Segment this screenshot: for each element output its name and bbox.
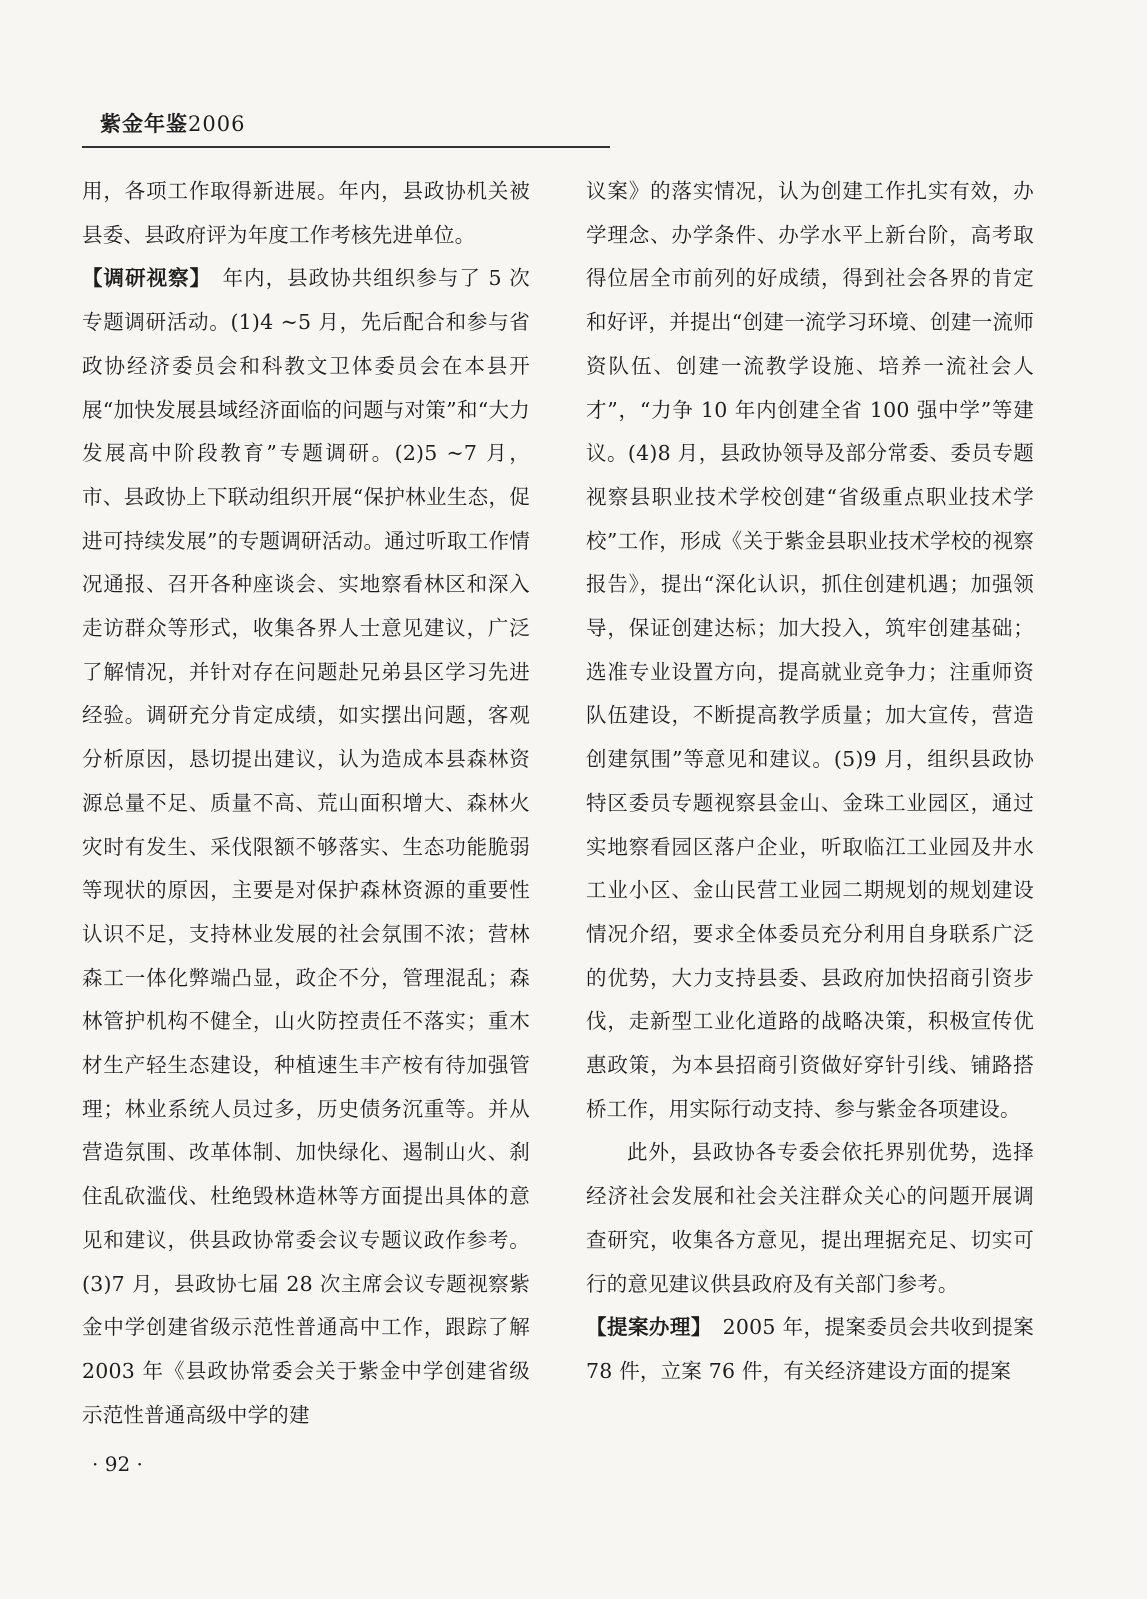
paragraph: 用，各项工作取得新进展。年内，县政协机关被县委、县政府评为年度工作考核先进单位。 bbox=[82, 179, 530, 247]
right-column bbox=[586, 170, 1034, 1394]
paragraph: 议案》的落实情况，认为创建工作扎实有效，办学理念、办学条件、办学水平上新台阶，高考取得位居全市前列的好成绩，得到社会各界的肯定和好评，并提出“创建一流学习环境、创建一流师资队伍、创建一流教学设施、培养一流社会人才”，“力争 10 年内创建全省 100 强中学”等建议。(4)8 月，县政协领导及部分常委、委员专题视察县职业技术学校创建“省级重点职业技术学校”工作，形成《关于紫金县职业技术学校的视察报告》，提出“深化认识，抓住创建机遇；加强领导，保证创建达标；加大投入，筑牢创建基础；选准专业设置方向，提高就业竞争力；注重师资队伍建设，不断提高教学质量；加大宣传，营造创建氛围”等意见和建议。(5)9 月，组织县政协特区委员专题视察县金山、金珠工业园区，通过实地察看园区落户企业，听取临江工业园及井水工业小区、金山民营工业园二期规划的规划建设情况介绍，要求全体委员充分利用自身联系广泛的优势，大力支持县委、县政府加快招商引资步伐，走新型工业化道路的战略决策，积极宣传优惠政策，为本县招商引资做好穿针引线、铺路搭桥工作，用实际行动支持、参与紫金各项建设。 bbox=[586, 179, 1034, 1121]
header-rule bbox=[82, 146, 610, 148]
paragraph: 此外，县政协各专委会依托界别优势，选择经济社会发展和社会关注群众关心的问题开展调查研究，收集各方意见，提出理据充足、切实可行的意见建议供县政府及有关部门参考。 bbox=[586, 1140, 1034, 1296]
section-title-research: 【调研视察】 bbox=[82, 266, 201, 291]
paragraph bbox=[586, 1306, 1034, 1393]
header-title: 紫金年鉴 bbox=[100, 111, 188, 136]
header-year: 2006 bbox=[188, 112, 246, 136]
running-header bbox=[100, 108, 245, 138]
page-number: · 92 · bbox=[92, 1452, 143, 1476]
paragraph bbox=[82, 257, 530, 1437]
section-title-proposals: 【提案办理】 bbox=[586, 1315, 702, 1340]
paragraph-text: 2005 年，提案委员会共收到提案 78 件，立案 76 件，有关经济建设方面的提案 bbox=[586, 1315, 1034, 1383]
left-column bbox=[82, 170, 530, 1437]
paragraph-text: 年内，县政协共组织参与了 5 次专题调研活动。(1)4 ~5 月，先后配合和参与省政协经济委员会和科教文卫体委员会在本县开展“加快发展县域经济面临的问题与对策”和“大力发展高中阶段教育”专题调研。(2)5 ~7 月，市、县政协上下联动组织开展“保护林业生态，促进可持续发展”的专题调研活动。通过听取工作情况通报、召开各种座谈会、实地察看林区和深入走访群众等形式，收集各界人士意见建议，广泛了解情况，并针对存在问题赴兄弟县区学习先进经验。调研充分肯定成绩，如实摆出问题，客观分析原因，恳切提出建议，认为造成本县森林资源总量不足、质量不高、荒山面积增大、森林火灾时有发生、采伐限额不够落实、生态功能脆弱等现状的原因，主要是对保护森林资源的重要性认识不足，支持林业发展的社会氛围不浓；营林森工一体化弊端凸显，政企不分，管理混乱；森林管护机构不健全，山火防控责任不落实；重木材生产轻生态建设，种植速生丰产桉有待加强管理；林业系统人员过多，历史债务沉重等。并从营造氛围、改革体制、加快绿化、遏制山火、刹住乱砍滥伐、杜绝毁林造林等方面提出具体的意见和建议，供县政协常委会议专题议政作参考。(3)7 月，县政协七届 28 次主席会议专题视察紫金中学创建省级示范性普通高中工作，跟踪了解 2003 年《县政协常委会关于紫金中学创建省级示范性普通高级中学的建 bbox=[82, 266, 530, 1427]
